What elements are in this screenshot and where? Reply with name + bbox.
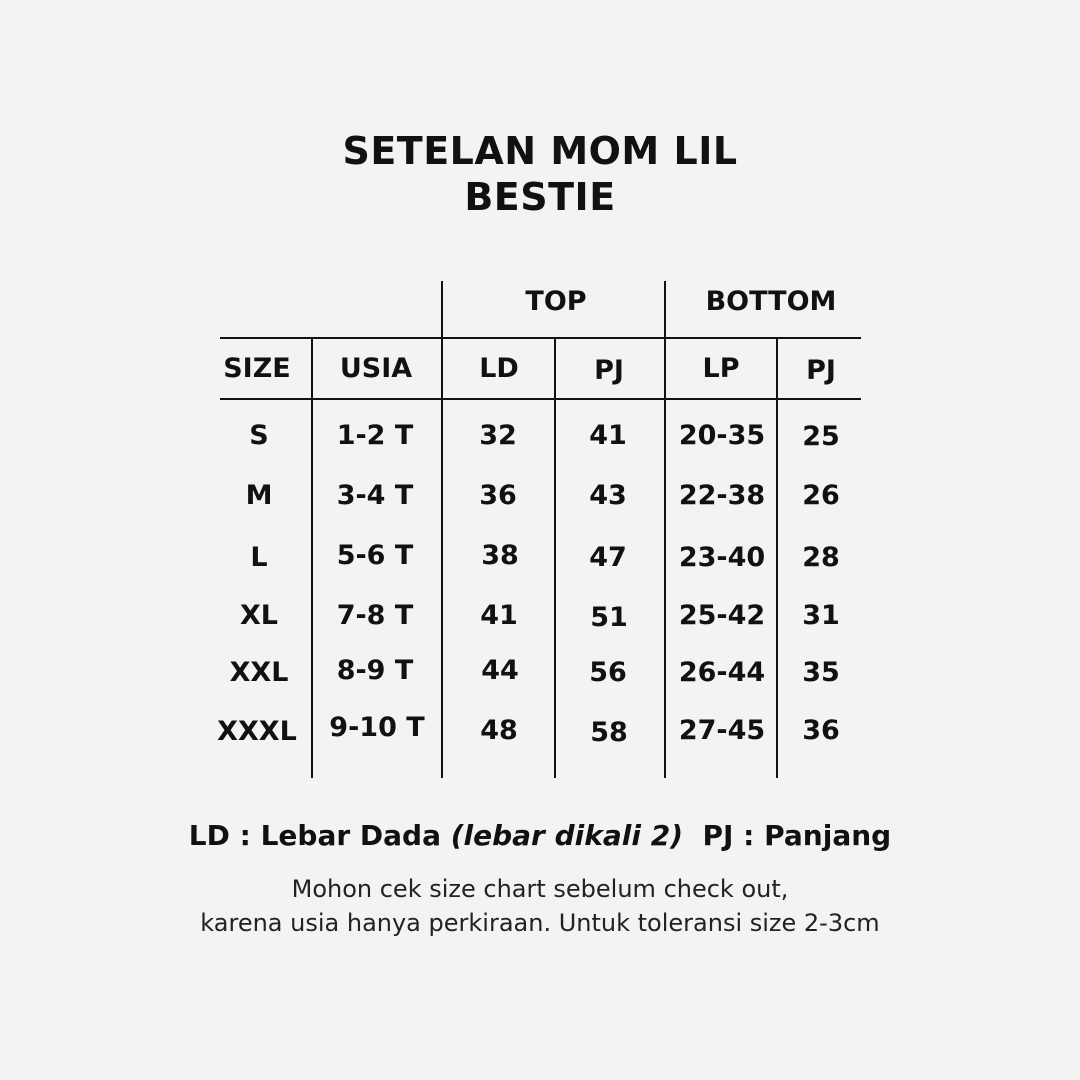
cell-lp: 23-40 bbox=[678, 542, 766, 573]
cell-size: XXXL bbox=[217, 716, 297, 747]
cell-ld: 48 bbox=[480, 715, 518, 746]
cell-size: XXL bbox=[229, 657, 289, 688]
cell-usia: 1-2 T bbox=[336, 420, 414, 451]
column-header-usia: USIA bbox=[339, 353, 413, 384]
cell-pj-bottom: 31 bbox=[802, 600, 840, 631]
cell-lp: 22-38 bbox=[678, 480, 766, 511]
legend-pj: PJ : Panjang bbox=[683, 819, 892, 852]
cell-lp: 26-44 bbox=[678, 657, 766, 688]
cell-pj-top: 47 bbox=[589, 542, 627, 573]
legend-ld: LD : Lebar Dada bbox=[188, 819, 451, 852]
cell-lp: 20-35 bbox=[678, 420, 766, 451]
column-header-pj-top: PJ bbox=[594, 355, 624, 386]
note-line-2: karena usia hanya perkiraan. Untuk toleransi size 2-3cm bbox=[200, 909, 880, 937]
legend-ld-note: (lebar dikali 2) bbox=[450, 819, 683, 852]
size-note bbox=[0, 872, 1080, 940]
cell-usia: 3-4 T bbox=[336, 480, 414, 511]
column-header-size: SIZE bbox=[223, 353, 291, 384]
cell-size: L bbox=[250, 542, 268, 573]
group-header-bottom: BOTTOM bbox=[705, 286, 837, 317]
cell-size: S bbox=[249, 420, 269, 451]
cell-size: XL bbox=[239, 600, 279, 631]
cell-usia: 9-10 T bbox=[329, 712, 425, 743]
cell-pj-bottom: 25 bbox=[802, 421, 840, 452]
cell-ld: 36 bbox=[479, 480, 517, 511]
header-rule-bottom bbox=[220, 398, 861, 400]
cell-usia: 8-9 T bbox=[336, 655, 414, 686]
cell-pj-top: 58 bbox=[590, 717, 628, 748]
cell-ld: 38 bbox=[481, 540, 519, 571]
title-line-1: SETELAN MOM LIL bbox=[342, 129, 738, 173]
column-header-lp: LP bbox=[702, 353, 740, 384]
note-line-1: Mohon cek size chart sebelum check out, bbox=[291, 875, 789, 903]
abbreviation-legend bbox=[0, 816, 1080, 856]
cell-lp: 27-45 bbox=[678, 715, 766, 746]
group-header-top: TOP bbox=[525, 286, 587, 317]
header-rule-top bbox=[220, 337, 861, 339]
title-line-2: BESTIE bbox=[464, 175, 616, 219]
cell-lp: 25-42 bbox=[678, 600, 766, 631]
column-header-ld: LD bbox=[479, 353, 519, 384]
cell-size: M bbox=[245, 480, 273, 511]
column-header-pj-bottom: PJ bbox=[806, 355, 836, 386]
cell-usia: 7-8 T bbox=[336, 600, 414, 631]
cell-ld: 44 bbox=[481, 655, 519, 686]
cell-ld: 32 bbox=[479, 420, 517, 451]
cell-ld: 41 bbox=[480, 600, 518, 631]
cell-pj-bottom: 28 bbox=[802, 542, 840, 573]
cell-pj-bottom: 26 bbox=[802, 480, 840, 511]
cell-pj-bottom: 36 bbox=[802, 715, 840, 746]
cell-pj-top: 51 bbox=[590, 602, 628, 633]
cell-pj-top: 43 bbox=[589, 480, 627, 511]
cell-pj-bottom: 35 bbox=[802, 657, 840, 688]
cell-pj-top: 56 bbox=[589, 657, 627, 688]
cell-usia: 5-6 T bbox=[336, 540, 414, 571]
cell-pj-top: 41 bbox=[589, 420, 627, 451]
